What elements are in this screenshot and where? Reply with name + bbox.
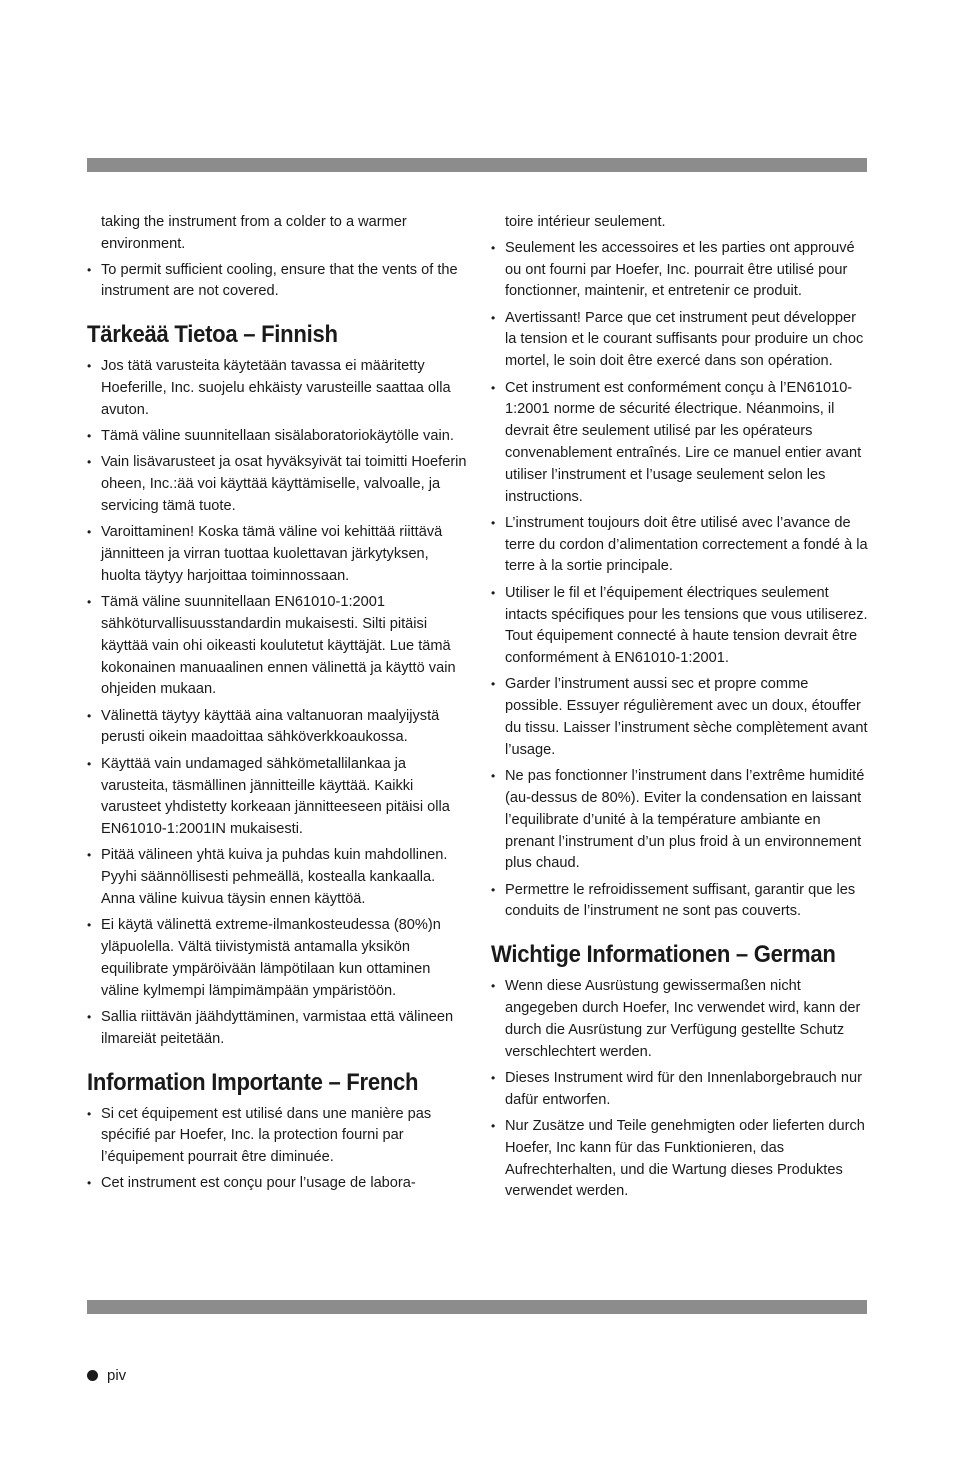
list-item: • Jos tätä varusteita käytetään tavassa ei määritetty Hoeferille, Inc. suojelu ehkäisty varusteille saattaa olla avuton. [87,356,467,421]
list-item: • Si cet équipement est utilisé dans une manière pas spécifié par Hoefer, Inc. la protection fourni par l’équipement pourrait être diminuée. [87,1104,467,1169]
list-item: • Tämä väline suunnitellaan sisälaboratoriokäytölle vain. [87,426,467,448]
list-item: • Permettre le refroidissement suffisant, garantir que les conduits de l’instrument ne sont pas couverts. [491,880,869,924]
list-item: • Sallia riittävän jäähdyttäminen, varmistaa että välineen ilmareiät peitetään. [87,1007,467,1051]
list-item: • Varoittaminen! Koska tämä väline voi kehittää riittävä jännitteen ja virran tuottaa kuolettavan järkytyksen, huolta täytyy harjoittaa toiminnossaan. [87,522,467,587]
left-column [87,212,467,1200]
french-list-continued [491,238,869,923]
list-item: • Garder l’instrument aussi sec et propre comme possible. Essuyer régulièrement avec un doux, étouffer du tissu. Laisser l’instrument sèche complètement avant l’usage. [491,674,869,761]
german-heading: Wichtige Informationen – German [491,941,836,969]
list-item: • Utiliser le fil et l’équipement électriques seulement intacts spécifiques pour les tensions que vous utiliserez. Tout équipement connecté à haute tension devrait être conformément à EN61010-1:2001. [491,583,869,670]
bullet-dot-icon [87,1370,98,1381]
list-item: • Seulement les accessoires et les parties ont approuvé ou ont fourni par Hoefer, Inc. pourrait être utilisé pour fonctionner, maintenir, et entretenir ce produit. [491,238,869,303]
german-list [491,976,869,1203]
list-item: • Käyttää vain undamaged sähkömetallilankaa ja varusteita, täsmällinen jännitteille käyttää. Kaikki varusteet yhdistetty korkeaan jännitteeseen pitäisi olla EN61010-1:2001IN mukaisesti. [87,754,467,841]
list-item: • Ei käytä välinettä extreme-ilmankosteudessa (80%)n yläpuolella. Vältä tiivistymistä antamalla yksikön equilibrate ympäröivään lämpötilaan kun ottaminen väline kylmempi lämpimämpään ympäristöön. [87,915,467,1002]
finnish-heading: Tärkeää Tietoa – Finnish [87,321,338,349]
french-heading: Information Importante – French [87,1068,419,1096]
page-number: piv [107,1367,127,1384]
list-item: • L’instrument toujours doit être utilisé avec l’avance de terre du cordon d’alimentation correctement a fondé à la terre à la sortie principale. [491,513,869,578]
finnish-list [87,356,467,1050]
list-item: • Ne pas fonctionner l’instrument dans l’extrême humidité (au-dessus de 80%). Eviter la condensation en laissant l’equilibrate d’unité à la température ambiante en prenant l’instrument d’un plus froid à un environnement plus chaud. [491,766,869,875]
list-item: • Avertissant! Parce que cet instrument peut développer la tension et le courant suffisants pour produire un choc mortel, le soin doit être exercé dans son opération. [491,308,869,373]
right-column [491,212,869,1208]
header-rule [87,158,867,172]
list-item: • Välinettä täytyy käyttää aina valtanuoran maalyijystä perusti oikein maadoittaa sähköverkkoaukossa. [87,706,467,750]
list-item: • Tämä väline suunnitellaan EN61010-1:2001 sähköturvallisuusstandardin mukaisesti. Silti pitäisi käyttää vain ohi oikeasti koulutetut käyttäjät. Lue tämä kokonainen manuaalinen ennen välinettä ja käyttö vain ohjeiden mukaan. [87,592,467,701]
list-item: • To permit sufficient cooling, ensure that the vents of the instrument are not covered. [87,260,467,304]
english-list-end [87,260,467,304]
continued-text: toire intérieur seulement. [505,214,666,230]
list-item: • Wenn diese Ausrüstung gewissermaßen nicht angegeben durch Hoefer, Inc verwendet wird, kann der durch die Ausrüstung zur Verfügung gestellte Schutz verschlechtert werden. [491,976,869,1063]
continued-text: taking the instrument from a colder to a warmer environment. [101,214,407,252]
footer-rule [87,1300,867,1314]
list-item: • Dieses Instrument wird für den Innenlaborgebrauch nur dafür entworfen. [491,1068,869,1112]
list-item: • Cet instrument est conçu pour l’usage de labora- [87,1173,467,1195]
list-item: • Cet instrument est conformément conçu à l’EN61010-1:2001 norme de sécurité électrique. Néanmoins, il devrait être seulement utilisé par les opérateurs convenablement entraînés. Lire ce manuel entier avant utiliser l’instrument et l’usage seulement selon les instructions. [491,378,869,509]
list-item: • Pitää välineen yhtä kuiva ja puhdas kuin mahdollinen. Pyyhi säännöllisesti pehmeällä, kostealla kankaalla. Anna väline kuivua täysin ennen käyttöä. [87,845,467,910]
list-item: • Vain lisävarusteet ja osat hyväksyivät tai toimitti Hoeferin oheen, Inc.:ää voi käyttää käyttämiselle, valvoalle, ja servicing tämä tuote. [87,452,467,517]
page-footer [87,1367,126,1384]
list-item: • Nur Zusätze und Teile genehmigten oder lieferten durch Hoefer, Inc kann für das Funktionieren, das Aufrechterhalten, und die Wartung dieses Produktes verwendet werden. [491,1116,869,1203]
french-list [87,1104,467,1196]
